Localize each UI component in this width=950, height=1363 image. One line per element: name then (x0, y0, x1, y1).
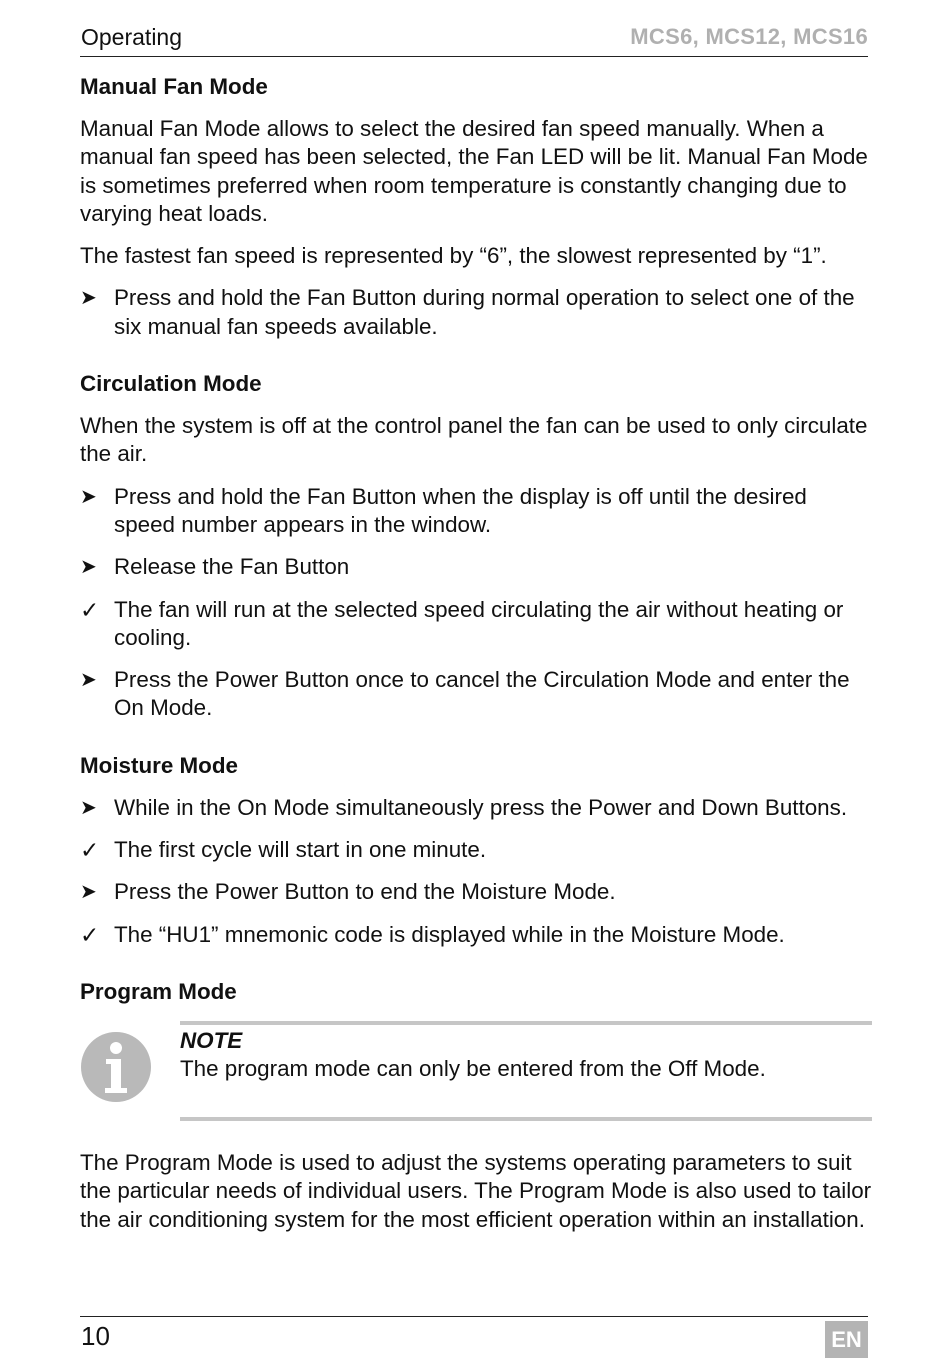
header-model-list: MCS6, MCS12, MCS16 (630, 24, 868, 49)
check-icon: ✓ (80, 921, 100, 948)
page-footer (80, 1316, 868, 1363)
paragraph: When the system is off at the control panel the fan can be used to only circulate the air. (80, 413, 868, 467)
result-text: The fan will run at the selected speed circulating the air without heating or cooling. (114, 596, 844, 650)
note-divider-top (180, 1021, 872, 1025)
step-text: Press the Power Button once to cancel the Circulation Mode and enter the On Mode. (114, 667, 850, 721)
result-item (80, 921, 872, 949)
note-box (80, 1021, 872, 1121)
check-icon: ✓ (80, 596, 100, 623)
result-text: The first cycle will start in one minute. (114, 837, 487, 863)
arrow-icon: ➤ (80, 881, 97, 904)
note-divider-bottom (180, 1117, 872, 1121)
step-text: Press and hold the Fan Button when the display is off until the desired speed number appears in the window. (114, 483, 807, 537)
section-heading: Moisture Mode (80, 752, 238, 778)
instruction-step (80, 284, 872, 341)
note-text: The program mode can only be entered from the Off Mode. (180, 1055, 766, 1081)
section-heading: Program Mode (80, 978, 237, 1004)
page-header (80, 22, 868, 57)
paragraph: The Program Mode is used to adjust the systems operating parameters to suit the particular needs of individual users. The Program Mode is also used to tailor the air conditioning system for the most efficient operation within an installation. (80, 1149, 872, 1232)
arrow-icon: ➤ (80, 485, 97, 508)
result-text: The “HU1” mnemonic code is displayed while in the Moisture Mode. (114, 921, 785, 947)
section-manual-fan-mode (80, 72, 872, 341)
step-text: Press the Power Button to end the Moisture Mode. (114, 879, 616, 905)
arrow-icon: ➤ (80, 669, 97, 692)
check-icon: ✓ (80, 837, 100, 864)
step-text: Release the Fan Button (114, 554, 350, 580)
paragraph: Manual Fan Mode allows to select the desired fan speed manually. When a manual fan speed has been selected, the Fan LED will be lit. Manual Fan Mode is sometimes preferred when room temperature is constantly changing due to varying heat loads. (80, 116, 868, 226)
step-text: While in the On Mode simultaneously press the Power and Down Buttons. (114, 794, 848, 820)
header-section-title: Operating (81, 24, 183, 50)
paragraph: The fastest fan speed is represented by “6”, the slowest represented by “1”. (80, 243, 827, 269)
language-badge: EN (825, 1321, 868, 1358)
instruction-step (80, 794, 872, 822)
section-program-mode (80, 977, 872, 1234)
arrow-icon: ➤ (80, 556, 97, 579)
instruction-step (80, 878, 872, 906)
page-content (80, 72, 872, 1262)
section-heading: Circulation Mode (80, 371, 262, 397)
info-icon (80, 1031, 152, 1103)
instruction-step (80, 553, 872, 581)
instruction-step (80, 483, 872, 540)
step-text: Press and hold the Fan Button during normal operation to select one of the six manual fan speeds available. (114, 285, 855, 339)
arrow-icon: ➤ (80, 796, 97, 819)
arrow-icon: ➤ (80, 287, 97, 310)
note-title: NOTE (180, 1027, 243, 1053)
section-moisture-mode (80, 751, 872, 949)
page-number: 10 (81, 1321, 110, 1351)
section-heading: Manual Fan Mode (80, 74, 268, 99)
result-item (80, 836, 872, 864)
result-item (80, 596, 872, 653)
instruction-step (80, 666, 872, 723)
section-circulation-mode (80, 369, 872, 723)
